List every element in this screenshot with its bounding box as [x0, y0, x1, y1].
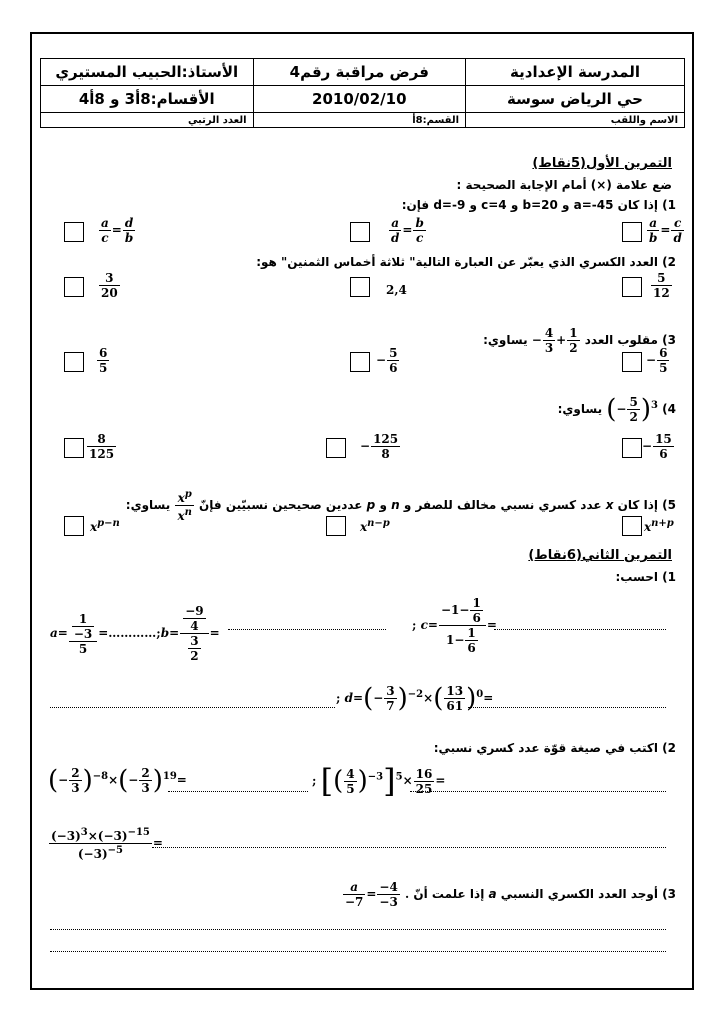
- q1-option2: $\frac{a}{d}$ = $\frac{b}{c}$: [391, 216, 424, 245]
- ex2-q2-text: 2) اكتب في صيغة قوّة عدد كسري نسبي:: [433, 741, 676, 755]
- number-label: العدد الرتبي: [187, 114, 247, 126]
- answer-line-e3[interactable]: [152, 846, 666, 848]
- q5-option3-checkbox[interactable]: [64, 516, 84, 536]
- q5-option2-checkbox[interactable]: [326, 516, 346, 536]
- exam-date: 2010/02/10: [253, 86, 466, 113]
- q3-option1: − $\frac{6}{5}$: [646, 346, 668, 375]
- q1-option2-checkbox[interactable]: [350, 222, 370, 242]
- q5-text: 5) إذا كان x عدد كسري نسبي مخالف للصفر و n و p عددين صحيحين نسبيّين فإنّ $\frac{x^p}{x^n}$ يساوي:: [125, 489, 676, 523]
- answer-line-c[interactable]: [494, 628, 666, 630]
- q5-option1: $x^{n+p}$: [644, 518, 674, 534]
- name-label: الاسم واللقب: [610, 114, 678, 126]
- answer-line-d[interactable]: [468, 706, 666, 708]
- expr-d: ; d=(− $\frac{3}{7}$ )$^{-2}$×( $\frac{13}{61}$ )$^0$=: [336, 683, 494, 714]
- expr-e3: $\frac{(-3)^3\times(-3)^{-15}}{(-3)^{-5}}$ =: [51, 827, 163, 861]
- q4-option1: − $\frac{15}{6}$: [642, 432, 672, 461]
- q2-option1: $\frac{5}{12}$: [653, 271, 670, 300]
- q4-option2-checkbox[interactable]: [326, 438, 346, 458]
- expr-c: ; c= −1− $\frac{1}{6}$ 1− $\frac{1}{6}$ =: [412, 596, 497, 655]
- q2-option3-checkbox[interactable]: [64, 277, 84, 297]
- q5-option3: $x^{p-n}$: [90, 518, 120, 534]
- class-label: القسم:8أ: [412, 114, 460, 126]
- expr-e2: ; [( $\frac{4}{5}$ )$^{-3}$]$^5$× $\frac{16}{25}$ =: [312, 762, 446, 800]
- q5-option1-checkbox[interactable]: [622, 516, 642, 536]
- q1-option3: $\frac{a}{c}$ = $\frac{d}{b}$: [101, 216, 134, 245]
- ex2-q1-text: 1) احسب:: [615, 570, 676, 584]
- expr-a: a= $\frac{\frac{1}{-3}}{5}$ =…………;b= $\frac{\frac{-9}{4}}{\frac{3}{2}}$ =: [50, 604, 220, 663]
- q3-option1-checkbox[interactable]: [622, 352, 642, 372]
- exercise1-instruction: ضع علامة (×) أمام الإجابة الصحيحة :: [456, 178, 672, 192]
- answer-line-q3-1[interactable]: [50, 928, 666, 930]
- class-field[interactable]: [253, 113, 466, 128]
- exam-header: [40, 58, 685, 128]
- exercise2-title: التمرين الثاني(6نقاط): [528, 548, 672, 563]
- answer-line-e1[interactable]: [168, 790, 308, 792]
- ex2-q3-text: 3) أوجد العدد الكسري النسبي a إذا علمت أنّ $\frac{a}{-7}$ = $\frac{-4}{-3}$ .: [344, 880, 676, 909]
- name-field[interactable]: [466, 113, 685, 128]
- teacher-name: الأستاذ:الحبيب المستيري: [41, 59, 254, 86]
- q5-option2: $x^{n-p}$: [360, 518, 390, 534]
- exam-type: فرض مراقبة رقم4: [253, 59, 466, 86]
- q1-option3-checkbox[interactable]: [64, 222, 84, 242]
- q4-option1-checkbox[interactable]: [622, 438, 642, 458]
- school-location: حي الرياض سوسة: [466, 86, 685, 113]
- q4-text: 4) (− $\frac{5}{2}$ )$^3$ يساوي:: [557, 394, 676, 425]
- q1-text: 1) إذا كان a=-45 و b=20 و c=4 و d=-9 فإن:: [401, 198, 676, 212]
- q1-option1-checkbox[interactable]: [622, 222, 642, 242]
- q4-option3: $\frac{8}{125}$: [89, 432, 115, 461]
- answer-line-q3-2[interactable]: [50, 950, 666, 952]
- q3-option2-checkbox[interactable]: [350, 352, 370, 372]
- classes: الأقسام:8أ3 و 8أ4: [41, 86, 254, 113]
- q4-option3-checkbox[interactable]: [64, 438, 84, 458]
- q2-option2: 2,4: [386, 283, 407, 297]
- q2-option1-checkbox[interactable]: [622, 277, 642, 297]
- answer-line-e2[interactable]: [410, 790, 666, 792]
- q3-option3: $\frac{6}{5}$: [99, 346, 108, 375]
- q2-text: 2) العدد الكسري الذي يعبّر عن العبارة التالية" ثلاثة أخماس الثمنين" هو:: [256, 255, 676, 269]
- answer-line-b[interactable]: [228, 628, 386, 630]
- exercise1-title: التمرين الأول(5نقاط): [532, 156, 672, 171]
- q3-option2: − $\frac{5}{6}$: [376, 346, 398, 375]
- q1-option1: $\frac{a}{b}$ = $\frac{c}{d}$: [649, 216, 682, 245]
- expr-e1: (− $\frac{2}{3}$ )$^{-8}$×(− $\frac{2}{3}$ )$^{19}$=: [48, 765, 187, 796]
- q2-option3: $\frac{3}{20}$: [101, 271, 118, 300]
- q3-option3-checkbox[interactable]: [64, 352, 84, 372]
- q2-option2-checkbox[interactable]: [350, 277, 370, 297]
- q3-text: 3) مقلوب العدد − $\frac{4}{3}$ + $\frac{1}{2}$ يساوي:: [483, 326, 676, 355]
- school-name: المدرسة الإعدادية: [466, 59, 685, 86]
- number-field[interactable]: [41, 113, 254, 128]
- answer-line-d-left[interactable]: [50, 706, 335, 708]
- q4-option2: − $\frac{125}{8}$: [360, 432, 399, 461]
